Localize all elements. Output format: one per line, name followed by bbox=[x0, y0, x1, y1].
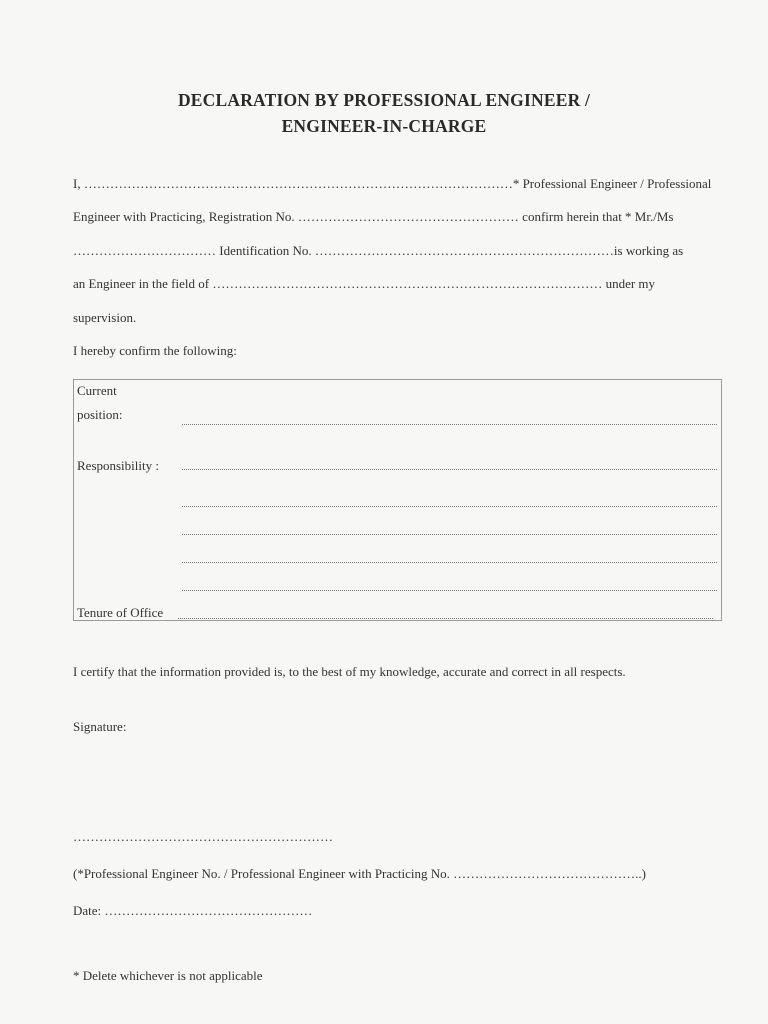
certification-statement: I certify that the information provided is, to the best of my knowledge, accurate and correct in all respects. bbox=[73, 664, 626, 679]
signature-label: Signature: bbox=[73, 719, 127, 734]
form-title-line-1: DECLARATION BY PROFESSIONAL ENGINEER / bbox=[177, 90, 591, 110]
declaration-line-registration[interactable]: Engineer with Practicing, Registration No. …………………………………………… confirm herein that * Mr./Ms bbox=[73, 209, 674, 224]
current-position-field[interactable] bbox=[182, 424, 717, 425]
signature-line[interactable]: …………………………………………………… bbox=[73, 829, 333, 844]
responsibility-field-5[interactable] bbox=[182, 590, 717, 591]
declaration-line-name[interactable]: I, ………………………………………………………………………………………* Professional Engineer / Professional bbox=[73, 176, 712, 191]
responsibility-field-3[interactable] bbox=[182, 534, 717, 535]
current-position-label-1: Current bbox=[77, 383, 117, 398]
current-position-label-2: position: bbox=[77, 407, 123, 422]
tenure-label: Tenure of Office bbox=[77, 605, 164, 620]
declaration-line-identification[interactable]: …………………………… Identification No. ……………………………………………………………is working as bbox=[73, 243, 684, 258]
responsibility-field-4[interactable] bbox=[182, 562, 717, 563]
declaration-line-field[interactable]: an Engineer in the field of ……………………………………………………………………………… under my bbox=[73, 276, 656, 291]
confirm-heading: I hereby confirm the following: bbox=[73, 343, 237, 358]
responsibility-label: Responsibility : bbox=[77, 458, 159, 473]
date-line[interactable]: Date: ………………………………………… bbox=[73, 903, 313, 918]
footnote: * Delete whichever is not applicable bbox=[73, 968, 263, 983]
tenure-field[interactable] bbox=[178, 618, 713, 619]
form-title-line-2: ENGINEER-IN-CHARGE bbox=[281, 116, 487, 136]
responsibility-field-2[interactable] bbox=[182, 506, 717, 507]
details-table bbox=[73, 379, 722, 621]
declaration-line-supervision: supervision. bbox=[73, 310, 137, 325]
responsibility-field-1[interactable] bbox=[182, 469, 717, 470]
pe-number-line[interactable]: (*Professional Engineer No. / Professional Engineer with Practicing No. ……………………………………..) bbox=[73, 866, 646, 881]
